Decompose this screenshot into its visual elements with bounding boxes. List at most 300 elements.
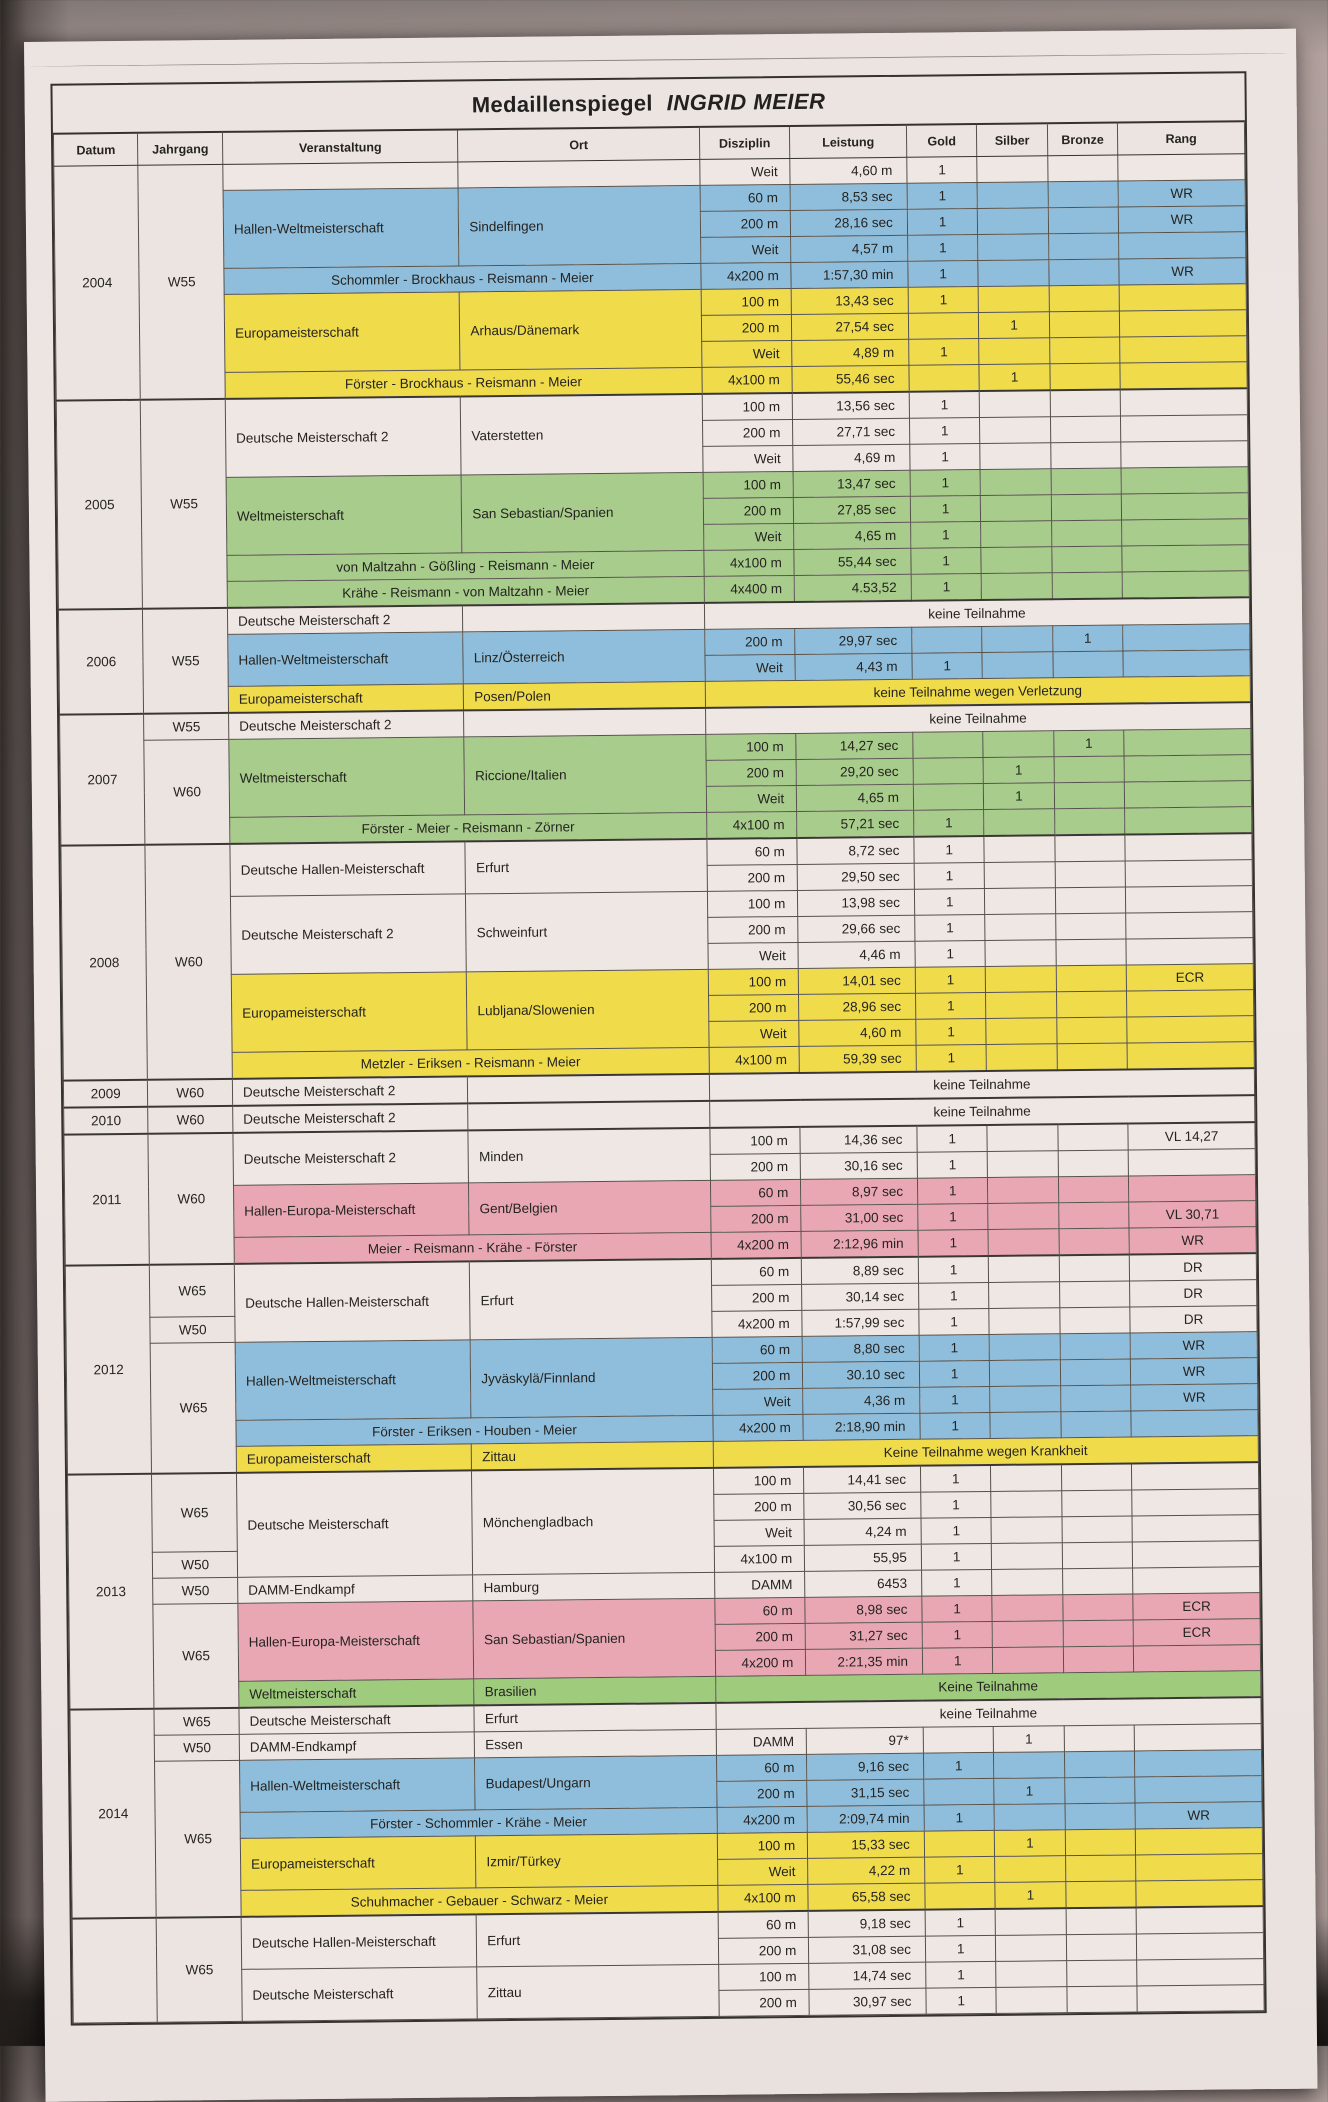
event-cell: Hallen-Weltmeisterschaft <box>235 1340 471 1420</box>
participation-note-cell: keine Teilnahme wegen Verletzung <box>705 676 1250 708</box>
rank-cell: WR <box>1129 1227 1256 1255</box>
discipline-cell: Weit <box>703 523 794 550</box>
discipline-cell: Weit <box>703 445 794 472</box>
rank-cell <box>1133 1567 1260 1594</box>
relay-names-cell: Förster - Meier - Reismann - Zörner <box>230 812 707 843</box>
column-header: Datum <box>53 133 138 166</box>
venue-cell: Erfurt <box>465 839 707 894</box>
bronze-cell <box>1053 651 1124 678</box>
discipline-cell: 100 m <box>703 471 794 498</box>
result-cell: 27,54 sec <box>792 313 909 340</box>
result-cell: 29,20 sec <box>796 758 913 785</box>
silver-cell <box>981 573 1052 600</box>
gold-cell: 1 <box>915 940 986 967</box>
title-label: Medaillenspiegel <box>471 89 653 117</box>
discipline-cell: 4x100 m <box>714 1545 805 1572</box>
silver-cell <box>978 234 1049 261</box>
venue-cell: Budapest/Ungarn <box>475 1755 717 1810</box>
rank-cell <box>1135 1776 1262 1803</box>
bronze-cell <box>1060 1385 1131 1412</box>
bronze-cell <box>1064 1725 1135 1752</box>
gold-cell: 1 <box>915 992 986 1019</box>
bronze-cell <box>1058 1202 1129 1229</box>
discipline-cell: 200 m <box>710 1153 801 1180</box>
discipline-cell: 100 m <box>713 1467 804 1494</box>
venue-cell <box>468 1074 710 1104</box>
bronze-cell <box>1065 1803 1136 1830</box>
result-cell: 4,43 m <box>795 653 912 680</box>
discipline-cell: 4x100 m <box>702 366 793 393</box>
year-cell: 2011 <box>64 1134 150 1266</box>
rank-cell <box>1119 232 1246 259</box>
event-cell: Europameisterschaft <box>228 684 464 713</box>
year-cell: 2010 <box>64 1107 149 1135</box>
discipline-cell: 4x100 m <box>718 1884 809 1911</box>
bronze-cell <box>1065 1855 1136 1882</box>
silver-cell <box>992 1595 1063 1622</box>
bronze-cell <box>1060 1359 1131 1386</box>
relay-names-cell: Schuhmacher - Gebauer - Schwarz - Meier <box>241 1885 718 1916</box>
gold-cell: 1 <box>922 1621 993 1648</box>
gold-cell: 1 <box>911 574 982 601</box>
result-cell: 8,98 sec <box>805 1596 922 1623</box>
rank-cell <box>1129 1175 1256 1202</box>
discipline-cell: 100 m <box>708 968 799 995</box>
result-cell: 59,39 sec <box>799 1045 916 1073</box>
discipline-cell: Weit <box>708 942 799 969</box>
result-cell: 8,72 sec <box>797 837 914 865</box>
venue-cell: San Sebastian/Spanien <box>461 472 703 553</box>
result-cell: 30,56 sec <box>804 1492 921 1519</box>
bronze-cell <box>1059 1254 1130 1281</box>
silver-cell <box>981 547 1052 574</box>
silver-cell <box>991 1517 1062 1544</box>
result-cell: 4,57 m <box>791 235 908 262</box>
result-cell: 8,53 sec <box>790 183 907 210</box>
gold-cell: 1 <box>911 522 982 549</box>
discipline-cell: 60 m <box>700 184 791 211</box>
rank-cell <box>1135 1750 1262 1777</box>
bronze-cell <box>1060 1333 1131 1360</box>
column-header: Jahrgang <box>138 132 223 165</box>
rank-cell <box>1127 1042 1254 1070</box>
event-cell: Europameisterschaft <box>231 972 467 1052</box>
event-cell: DAMM-Endkampf <box>239 1732 475 1760</box>
year-cell: 2014 <box>70 1709 157 1919</box>
silver-cell <box>989 1334 1060 1361</box>
relay-names-cell: Förster - Brockhaus - Reismann - Meier <box>225 367 702 398</box>
silver-cell <box>996 1961 1067 1988</box>
rank-cell <box>1120 310 1247 337</box>
gold-cell: 1 <box>920 1412 991 1439</box>
result-cell: 29,66 sec <box>798 915 915 942</box>
venue-cell: Riccione/Italien <box>464 734 706 815</box>
medal-table-frame <box>50 71 1266 2025</box>
silver-cell <box>977 156 1048 183</box>
discipline-cell: 60 m <box>712 1336 803 1363</box>
bronze-cell <box>1062 1516 1133 1543</box>
rank-cell: ECR <box>1133 1619 1260 1646</box>
paper-sheet <box>24 29 1318 2102</box>
event-cell: Weltmeisterschaft <box>239 1679 475 1708</box>
discipline-cell: 200 m <box>701 314 792 341</box>
result-cell: 30.10 sec <box>803 1361 920 1388</box>
event-cell: Deutsche Meisterschaft <box>239 1705 475 1734</box>
result-cell: 29,97 sec <box>795 627 912 654</box>
year-cell: 2004 <box>54 165 141 400</box>
silver-cell: 1 <box>994 1778 1065 1805</box>
silver-cell: 1 <box>979 364 1050 391</box>
bronze-cell <box>1061 1463 1132 1490</box>
gold-cell: 1 <box>908 287 979 314</box>
age-class-cell: W60 <box>145 844 232 1080</box>
discipline-cell: 200 m <box>711 1284 802 1311</box>
silver-cell <box>986 1044 1057 1071</box>
result-cell: 14,74 sec <box>809 1962 926 1989</box>
result-cell: 14,01 sec <box>799 967 916 994</box>
result-cell: 97* <box>806 1727 923 1754</box>
result-cell: 28,16 sec <box>791 209 908 236</box>
rank-cell <box>1123 650 1250 677</box>
venue-cell: Sindelfingen <box>458 185 700 266</box>
gold-cell: 1 <box>908 261 979 288</box>
discipline-cell: 4x200 m <box>713 1414 804 1441</box>
discipline-cell: 200 m <box>715 1623 806 1650</box>
discipline-cell: 200 m <box>718 1937 809 1964</box>
result-cell: 4,65 m <box>794 522 911 549</box>
result-cell: 27,71 sec <box>793 418 910 445</box>
athlete-name: INGRID MEIER <box>666 88 826 115</box>
discipline-cell: Weit <box>712 1388 803 1415</box>
discipline-cell: 4x200 m <box>711 1231 802 1258</box>
participation-note-cell: keine Teilnahme <box>709 1095 1255 1128</box>
rank-cell: VL 30,71 <box>1129 1201 1256 1228</box>
result-cell: 4,60 m <box>799 1019 916 1046</box>
year-cell: 2009 <box>63 1080 148 1108</box>
age-class-cell: W50 <box>153 1577 238 1604</box>
event-cell: Deutsche Meisterschaft 2 <box>225 396 461 477</box>
year-cell: 2005 <box>56 400 143 610</box>
discipline-cell: DAMM <box>714 1571 805 1598</box>
venue-cell: Jyväskylä/Finnland <box>470 1337 712 1418</box>
bronze-cell <box>1062 1542 1133 1569</box>
bronze-cell <box>1052 572 1123 599</box>
bronze-cell <box>1066 1907 1137 1934</box>
participation-note-cell: keine Teilnahme <box>705 702 1250 734</box>
silver-cell <box>992 1621 1063 1648</box>
bronze-cell <box>1058 1176 1129 1203</box>
silver-cell <box>991 1464 1062 1491</box>
gold-cell <box>913 731 984 758</box>
year-cell: 2008 <box>61 845 148 1081</box>
bronze-cell <box>1055 887 1126 914</box>
gold-cell: 1 <box>911 548 982 575</box>
gold-cell: 1 <box>915 914 986 941</box>
gold-cell: 1 <box>910 444 981 471</box>
bronze-cell <box>1065 1829 1136 1856</box>
gold-cell: 1 <box>917 1177 988 1204</box>
bronze-cell <box>1056 991 1127 1018</box>
gold-cell: 1 <box>923 1752 994 1779</box>
rank-cell <box>1132 1462 1259 1490</box>
age-class-cell: W50 <box>153 1551 238 1578</box>
rank-cell <box>1118 154 1245 181</box>
venue-cell: Erfurt <box>476 1912 718 1967</box>
bronze-cell <box>1058 1123 1129 1150</box>
gold-cell: 1 <box>925 1935 996 1962</box>
event-cell: Deutsche Meisterschaft <box>242 1967 478 2021</box>
bronze-cell <box>1054 756 1125 783</box>
column-header: Ort <box>458 127 700 162</box>
silver-cell <box>987 1124 1058 1151</box>
result-cell: 2:21,35 min <box>806 1648 923 1675</box>
gold-cell: 1 <box>920 1465 991 1492</box>
gold-cell <box>912 626 983 653</box>
gold-cell: 1 <box>919 1360 990 1387</box>
event-cell: Deutsche Hallen-Meisterschaft <box>241 1914 477 1969</box>
rank-cell <box>1126 912 1253 939</box>
discipline-cell: 200 m <box>719 1989 810 2016</box>
result-cell: 30,16 sec <box>800 1152 917 1179</box>
rank-cell <box>1122 571 1249 599</box>
event-cell: Deutsche Meisterschaft 2 <box>233 1103 469 1132</box>
venue-cell: Izmir/Türkey <box>476 1833 718 1888</box>
rank-cell: WR <box>1118 180 1245 207</box>
gold-cell: 1 <box>922 1569 993 1596</box>
result-cell: 55,44 sec <box>794 548 911 575</box>
result-cell: 2:09,74 min <box>807 1805 924 1832</box>
silver-cell <box>981 495 1052 522</box>
bronze-cell <box>1049 337 1120 364</box>
rank-cell: ECR <box>1126 964 1253 991</box>
silver-cell <box>988 1229 1059 1256</box>
age-class-cell: W65 <box>154 1708 239 1735</box>
gold-cell: 1 <box>916 1018 987 1045</box>
result-cell: 4,60 m <box>790 157 907 184</box>
discipline-cell: 200 m <box>700 210 791 237</box>
age-class-cell: W55 <box>141 399 228 609</box>
silver-cell <box>979 338 1050 365</box>
rank-cell <box>1119 284 1246 311</box>
result-cell: 55,46 sec <box>792 365 909 393</box>
rank-cell <box>1120 362 1247 390</box>
bronze-cell <box>1067 1986 1138 2013</box>
bronze-cell <box>1051 468 1122 495</box>
gold-cell: 1 <box>921 1517 992 1544</box>
rank-cell <box>1124 781 1251 808</box>
result-cell: 2:12,96 min <box>801 1230 918 1258</box>
age-class-cell: W65 <box>157 1917 243 2022</box>
silver-cell <box>990 1386 1061 1413</box>
rank-cell <box>1125 807 1252 835</box>
rank-cell <box>1123 624 1250 651</box>
participation-note-cell: Keine Teilnahme <box>715 1671 1260 1703</box>
rank-cell <box>1122 545 1249 572</box>
event-cell: Hallen-Weltmeisterschaft <box>223 188 459 268</box>
age-class-cell: W60 <box>148 1106 233 1134</box>
venue-cell: Arhaus/Dänemark <box>459 289 701 370</box>
venue-cell: Hamburg <box>473 1572 715 1601</box>
gold-cell: 1 <box>909 418 980 445</box>
discipline-cell: Weit <box>705 654 796 681</box>
discipline-cell: 4x100 m <box>706 811 797 838</box>
silver-cell <box>977 182 1048 209</box>
gold-cell: 1 <box>908 235 979 262</box>
gold-cell: 1 <box>918 1203 989 1230</box>
result-cell: 4,69 m <box>793 444 910 471</box>
venue-cell: Posen/Polen <box>464 681 706 710</box>
silver-cell <box>994 1804 1065 1831</box>
bronze-cell <box>1063 1594 1134 1621</box>
discipline-cell: 60 m <box>710 1179 801 1206</box>
silver-cell <box>984 835 1055 862</box>
result-cell: 9,16 sec <box>807 1753 924 1780</box>
bronze-cell <box>1050 416 1121 443</box>
result-cell: 65,58 sec <box>808 1883 925 1911</box>
rank-cell <box>1136 1906 1263 1934</box>
participation-note-cell: keine Teilnahme <box>704 597 1249 629</box>
gold-cell: 1 <box>921 1491 992 1518</box>
gold-cell: 1 <box>910 496 981 523</box>
gold-cell: 1 <box>919 1334 990 1361</box>
silver-cell <box>995 1856 1066 1883</box>
discipline-cell: Weit <box>700 158 791 185</box>
result-cell: 9,18 sec <box>808 1910 925 1938</box>
age-class-cell: W55 <box>138 164 225 399</box>
discipline-cell: 60 m <box>707 838 798 865</box>
silver-cell <box>993 1647 1064 1674</box>
participation-note-cell: keine Teilnahme <box>709 1068 1255 1101</box>
rank-cell <box>1137 1959 1264 1986</box>
silver-cell <box>980 469 1051 496</box>
rank-cell <box>1132 1515 1259 1542</box>
bronze-cell <box>1048 233 1119 260</box>
age-class-cell: W65 <box>150 1264 235 1317</box>
year-cell: 2007 <box>60 714 146 846</box>
rank-cell <box>1127 990 1254 1017</box>
silver-cell <box>992 1543 1063 1570</box>
rank-cell <box>1125 833 1252 861</box>
discipline-cell: DAMM <box>716 1728 807 1755</box>
rank-cell: DR <box>1130 1306 1257 1333</box>
rank-cell <box>1134 1724 1261 1751</box>
bronze-cell <box>1059 1281 1130 1308</box>
result-cell: 13,56 sec <box>792 392 909 420</box>
rank-cell <box>1125 860 1252 887</box>
gold-cell: 1 <box>914 862 985 889</box>
bronze-cell <box>1057 1017 1128 1044</box>
rank-cell: WR <box>1118 206 1245 233</box>
silver-cell <box>995 1908 1066 1935</box>
gold-cell <box>908 313 979 340</box>
age-class-cell: W55 <box>144 713 229 740</box>
result-cell: 31,08 sec <box>809 1936 926 1963</box>
discipline-cell: 200 m <box>707 916 798 943</box>
silver-cell: 1 <box>984 783 1055 810</box>
bronze-cell <box>1049 285 1120 312</box>
bronze-cell <box>1050 363 1121 390</box>
rank-cell <box>1136 1880 1263 1908</box>
rank-cell <box>1136 1854 1263 1881</box>
discipline-cell: 4x200 m <box>715 1649 806 1676</box>
silver-cell <box>985 914 1056 941</box>
venue-cell: Vaterstetten <box>461 394 703 475</box>
relay-names-cell: Meier - Reismann - Krähe - Förster <box>234 1232 711 1263</box>
result-cell: 31,00 sec <box>801 1204 918 1231</box>
silver-cell <box>978 208 1049 235</box>
result-cell: 57,21 sec <box>797 810 914 838</box>
event-cell: Europameisterschaft <box>236 1444 472 1473</box>
result-cell: 4,24 m <box>804 1518 921 1545</box>
silver-cell <box>980 443 1051 470</box>
silver-cell <box>991 1491 1062 1518</box>
relay-names-cell: Schommler - Brockhaus - Reismann - Meier <box>224 263 701 294</box>
silver-cell <box>982 652 1053 679</box>
result-cell: 8,89 sec <box>802 1257 919 1285</box>
bronze-cell <box>1055 835 1126 862</box>
result-cell: 30,14 sec <box>802 1283 919 1310</box>
result-cell: 28,96 sec <box>799 993 916 1020</box>
column-header: Gold <box>906 124 977 157</box>
age-class-cell: W50 <box>150 1316 235 1343</box>
gold-cell: 1 <box>907 183 978 210</box>
silver-cell <box>994 1752 1065 1779</box>
discipline-cell: 4x200 m <box>701 262 792 289</box>
silver-cell: 1 <box>979 312 1050 339</box>
bronze-cell: 1 <box>1054 730 1125 757</box>
venue-cell: Essen <box>475 1729 717 1758</box>
age-class-cell: W65 <box>151 1342 237 1473</box>
gold-cell: 1 <box>914 809 985 836</box>
bronze-cell <box>1064 1751 1135 1778</box>
rank-cell: WR <box>1135 1802 1262 1829</box>
silver-cell <box>988 1203 1059 1230</box>
bronze-cell <box>1056 965 1127 992</box>
result-cell: 31,27 sec <box>805 1622 922 1649</box>
event-cell: Deutsche Meisterschaft 2 <box>227 605 463 634</box>
discipline-cell: 100 m <box>702 393 793 420</box>
discipline-cell: 200 m <box>708 994 799 1021</box>
discipline-cell: 100 m <box>706 733 797 760</box>
silver-cell: 1 <box>995 1830 1066 1857</box>
venue-cell: Zittau <box>472 1441 714 1470</box>
event-cell: Europameisterschaft <box>240 1836 476 1890</box>
relay-names-cell: Förster - Eriksen - Houben - Meier <box>236 1415 713 1446</box>
bronze-cell <box>1058 1150 1129 1177</box>
age-class-cell: W60 <box>144 739 230 844</box>
venue-cell <box>464 708 706 737</box>
age-class-cell: W60 <box>148 1133 234 1265</box>
bronze-cell <box>1055 913 1126 940</box>
silver-cell <box>990 1412 1061 1439</box>
discipline-cell: 200 m <box>717 1780 808 1807</box>
gold-cell: 1 <box>915 966 986 993</box>
bronze-cell <box>1061 1411 1132 1438</box>
venue-cell: Mönchengladbach <box>472 1468 714 1575</box>
year-cell <box>72 1918 158 2023</box>
rank-cell <box>1126 938 1253 965</box>
gold-cell: 1 <box>916 1044 987 1071</box>
discipline-cell: 200 m <box>712 1362 803 1389</box>
participation-note-cell: keine Teilnahme <box>716 1697 1261 1729</box>
venue-cell: Erfurt <box>474 1703 716 1732</box>
age-class-cell: W65 <box>153 1603 239 1708</box>
bronze-cell <box>1063 1620 1134 1647</box>
rank-cell <box>1135 1828 1262 1855</box>
bronze-cell <box>1051 520 1122 547</box>
bronze-cell <box>1060 1307 1131 1334</box>
discipline-cell: 200 m <box>702 419 793 446</box>
